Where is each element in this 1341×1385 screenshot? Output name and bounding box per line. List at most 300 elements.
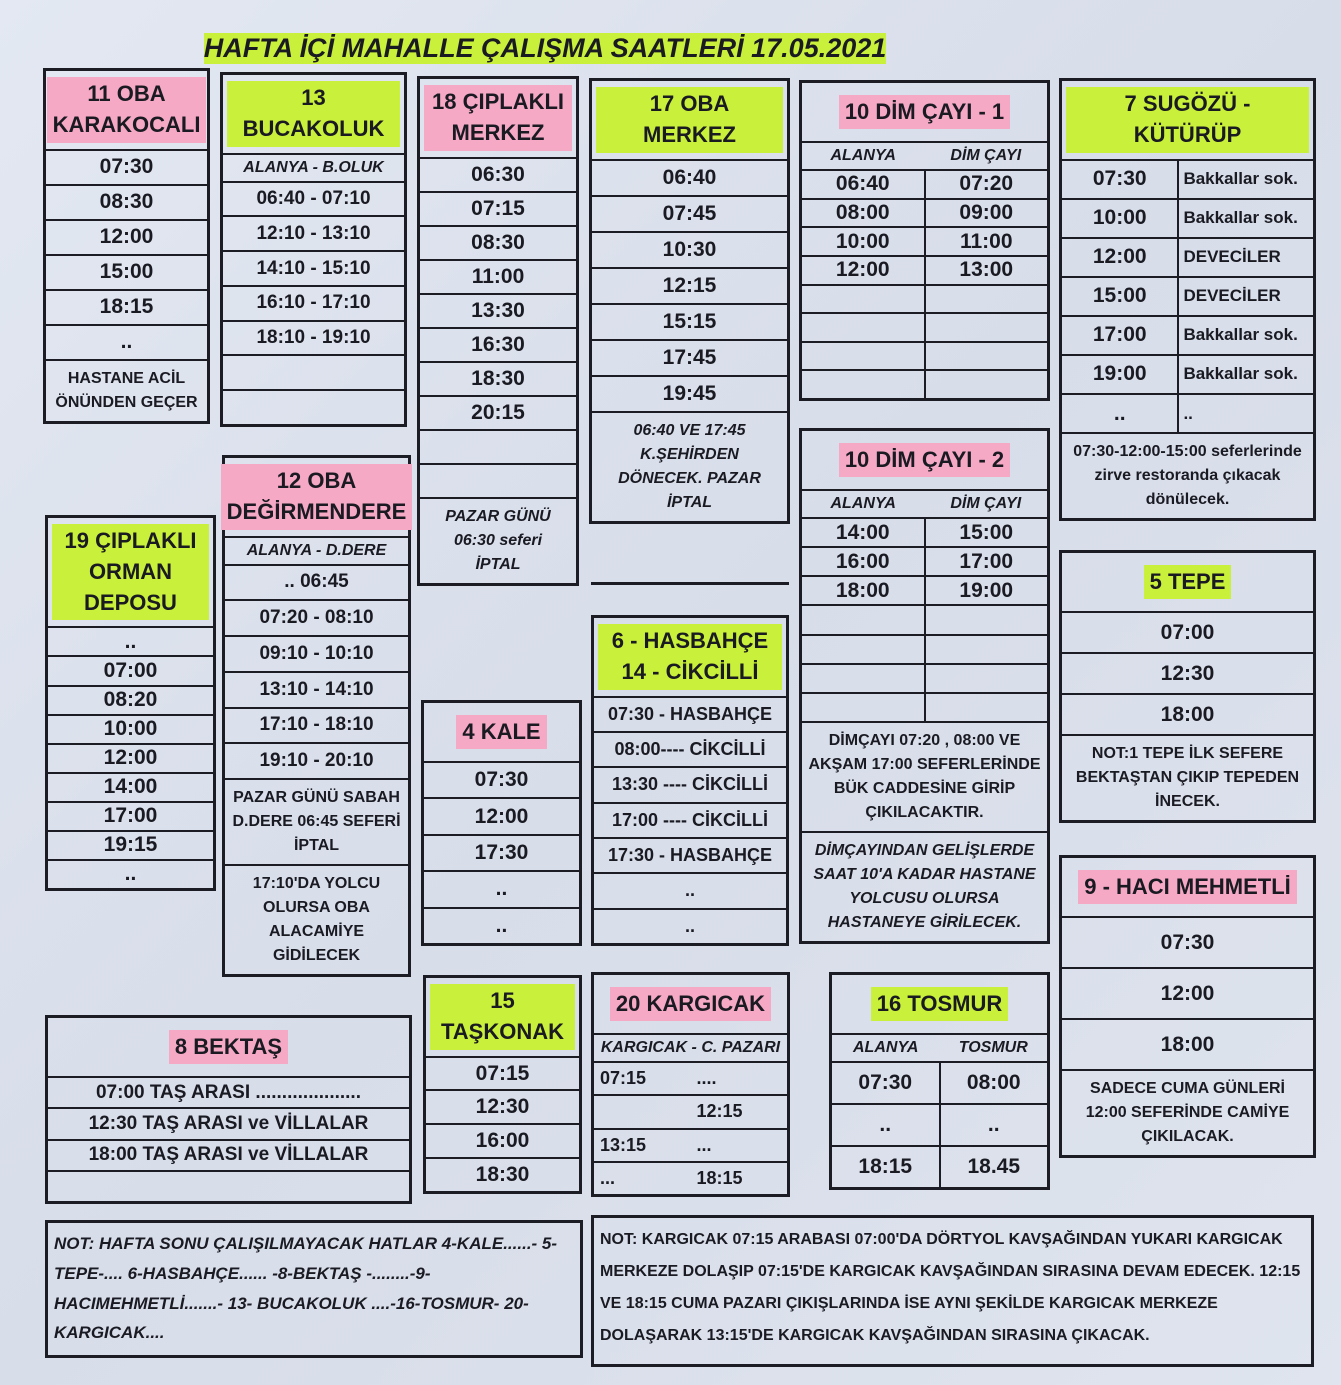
departure-cell: 17:30 — [474, 841, 529, 865]
column-header — [802, 143, 1047, 171]
table-row — [802, 577, 1047, 606]
departure-cell: 11:00 — [471, 264, 525, 288]
table-row — [802, 636, 1047, 665]
departure-cell: 10:00 — [835, 229, 890, 253]
departure-cell — [924, 371, 1048, 398]
table-row — [1062, 918, 1313, 969]
departure-cell: ... — [600, 1167, 616, 1188]
departure-rows — [48, 628, 213, 888]
table-row — [48, 1172, 409, 1201]
route-name: 9 - HACI MEHMETLİ — [1078, 870, 1297, 905]
table-row — [48, 716, 213, 745]
table-row — [48, 1109, 409, 1140]
departure-cell: 16:30 — [471, 332, 525, 356]
departure-cell: 08:30 — [471, 230, 525, 254]
departure-cell: 14:00 — [835, 520, 890, 544]
departure-cell: 18:00 — [1160, 702, 1215, 726]
route-title — [594, 975, 787, 1035]
route-note-line: 06:30 seferi — [453, 532, 543, 549]
departure-cell: 10:00 — [103, 717, 158, 741]
table-row — [802, 665, 1047, 694]
route-box-b13 — [220, 72, 407, 427]
table-row — [420, 397, 576, 431]
departure-cell: 20:15 — [471, 400, 525, 424]
route-box-b10b — [799, 428, 1050, 944]
table-row — [802, 257, 1047, 286]
route-note: HASTANE ACİL ÖNÜNDEN GEÇER — [46, 359, 207, 421]
departure-cell — [924, 606, 1048, 633]
table-row — [48, 803, 213, 832]
departure-cell: 07:30 — [858, 1071, 913, 1094]
departure-cell: .. — [495, 877, 508, 901]
route-note: NOT:1 TEPE İLK SEFERE BEKTAŞTAN ÇIKIP TEPEDEN İNECEK. — [1062, 734, 1313, 820]
route-box-b20 — [591, 972, 790, 1197]
table-row — [592, 161, 787, 197]
departure-cell: 12:00 — [1092, 245, 1147, 269]
table-row — [426, 1125, 579, 1159]
departure-rows — [426, 1058, 579, 1191]
table-row — [594, 733, 786, 768]
route-name: 19 ÇIPLAKLI ORMAN DEPOSU — [52, 524, 209, 620]
table-row — [802, 343, 1047, 372]
column-header-cell: ALANYA - D.DERE — [246, 541, 387, 559]
departure-cell: 07:30 — [1092, 167, 1147, 191]
departure-cell: 07:20 — [924, 171, 1048, 198]
departure-cell: 17:00 — [924, 548, 1048, 575]
departure-cell: 07:15 — [600, 1068, 647, 1089]
route-title — [426, 978, 579, 1058]
route-name: 10 DİM ÇAYI - 1 — [839, 95, 1010, 130]
route-name: 15 TAŞKONAK — [430, 984, 575, 1050]
departure-cell: Bakkallar sok. — [1177, 317, 1313, 354]
table-row — [802, 694, 1047, 721]
table-row — [802, 286, 1047, 315]
departure-cell: .. — [1177, 395, 1313, 432]
departure-cell: Bakkallar sok. — [1177, 356, 1313, 393]
table-row — [424, 909, 579, 943]
departure-cell: 12:00 — [99, 225, 154, 249]
departure-rows — [46, 151, 207, 359]
departure-cell: 12:30 — [1160, 661, 1215, 685]
departure-cell: ... — [696, 1134, 712, 1155]
departure-cell: .. — [684, 915, 695, 936]
route-title — [1062, 81, 1313, 161]
route-note-italic — [592, 411, 787, 521]
route-title — [225, 458, 408, 538]
departure-cell: 12:00 — [1160, 981, 1215, 1005]
departure-cell: .. — [124, 862, 137, 886]
route-name: 17 OBA MERKEZ — [596, 87, 783, 153]
departure-cell: 08:20 — [103, 688, 158, 712]
table-row — [420, 227, 576, 261]
departure-cell: 12:10 - 13:10 — [256, 222, 371, 244]
column-header — [594, 1035, 787, 1063]
table-row — [46, 221, 207, 256]
departure-cell: 10:00 — [1092, 206, 1147, 230]
table-row — [594, 698, 786, 733]
table-row — [594, 1096, 787, 1129]
table-row — [802, 314, 1047, 343]
departure-cell: 15:00 — [99, 260, 154, 284]
table-row — [225, 637, 408, 673]
departure-cell: 15:00 — [924, 519, 1048, 546]
departure-cell: 18:00 — [835, 578, 890, 602]
table-row — [592, 233, 787, 269]
route-note-line: PAZAR GÜNÜ — [445, 508, 551, 525]
departure-cell: 12:00 — [103, 746, 158, 770]
departure-cell: 18:15 — [99, 295, 154, 319]
table-row — [594, 910, 786, 943]
table-row — [1062, 317, 1313, 356]
departure-rows — [424, 763, 579, 943]
route-note-line: DİMÇAYINDAN GELİŞLERDE SAAT 10'A KADAR HASTANE YOLCUSU OLURSA HASTANEYE GİRİLECEK. — [813, 842, 1036, 931]
column-header-cell: DİM ÇAYI — [950, 495, 1022, 512]
departure-cell: 13:30 ---- CİKCİLLİ — [611, 774, 768, 795]
table-row — [594, 768, 786, 803]
departure-cell — [924, 694, 1048, 721]
route-name: 10 DİM ÇAYI - 2 — [839, 443, 1010, 478]
departure-rows — [225, 566, 408, 778]
table-row — [223, 322, 404, 357]
route-name: 6 - HASBAHÇE 14 - CİKCİLLİ — [598, 624, 782, 690]
route-title — [48, 1018, 409, 1078]
departure-cell: 17:00 — [1092, 323, 1147, 347]
table-row — [48, 861, 213, 888]
route-note: SADECE CUMA GÜNLERİ 12:00 SEFERİNDE CAMİYE ÇIKILACAK. — [1062, 1069, 1313, 1155]
departure-rows — [592, 161, 787, 411]
table-row — [832, 1105, 1047, 1147]
departure-cell: 07:15 — [471, 196, 525, 220]
departure-cell — [924, 636, 1048, 663]
departure-rows — [48, 1078, 409, 1201]
route-box-b6 — [591, 615, 789, 946]
departure-cell: 16:10 - 17:10 — [256, 292, 371, 314]
table-row — [420, 193, 576, 227]
route-name: 5 TEPE — [1144, 565, 1232, 600]
table-row — [48, 687, 213, 716]
route-box-b10a — [799, 80, 1050, 401]
departure-cell: 18:10 - 19:10 — [256, 327, 371, 349]
departure-cell: 18:00 TAŞ ARASI ve VİLLALAR — [88, 1144, 369, 1166]
table-row — [223, 391, 404, 424]
departure-cell: 19:45 — [662, 382, 717, 405]
departure-cell: 15:00 — [1092, 284, 1147, 308]
departure-cell: 07:20 - 08:10 — [259, 607, 374, 629]
route-box-b19 — [45, 515, 216, 891]
departure-cell: 12:30 — [475, 1095, 530, 1119]
column-header — [223, 155, 404, 183]
departure-rows — [802, 171, 1047, 398]
route-box-b18 — [417, 76, 579, 586]
table-row — [1062, 200, 1313, 239]
departure-cell: 07:30 — [99, 155, 154, 179]
route-title — [46, 71, 207, 151]
table-row — [46, 326, 207, 359]
route-note-italic — [802, 831, 1047, 941]
departure-cell: 15:15 — [662, 309, 717, 333]
table-row — [223, 183, 404, 218]
column-header-cell: ALANYA — [830, 495, 896, 512]
departure-cell: 07:00 — [1160, 620, 1215, 644]
departure-rows — [594, 1063, 787, 1194]
table-row — [223, 287, 404, 322]
departure-cell: .. — [879, 1113, 892, 1136]
table-row — [420, 465, 576, 497]
table-row — [225, 673, 408, 709]
table-row — [48, 832, 213, 861]
departure-cell: DEVECİLER — [1177, 278, 1313, 315]
departure-rows — [594, 698, 786, 943]
route-box-b16 — [829, 972, 1050, 1190]
table-row — [1062, 239, 1313, 278]
table-row — [424, 872, 579, 908]
route-box-b15 — [423, 975, 582, 1194]
table-row — [48, 657, 213, 686]
departure-cell: 18:30 — [471, 366, 525, 390]
table-row — [223, 217, 404, 252]
departure-cell: 07:30 — [474, 768, 529, 792]
table-row — [420, 329, 576, 363]
route-name: 18 ÇIPLAKLI MERKEZ — [424, 85, 572, 151]
table-row — [802, 548, 1047, 577]
table-row — [48, 1078, 409, 1109]
departure-cell: 16:00 — [835, 549, 890, 573]
departure-cell: .. — [1113, 401, 1126, 425]
departure-cell: .. — [124, 629, 137, 653]
departure-cell: 14:00 — [103, 775, 158, 799]
table-row — [48, 745, 213, 774]
departure-cell: 06:40 — [835, 172, 890, 196]
departure-cell: 12:30 TAŞ ARASI ve VİLLALAR — [88, 1112, 369, 1134]
table-row — [1062, 654, 1313, 695]
divider — [591, 582, 789, 585]
table-row — [46, 256, 207, 291]
route-box-b11 — [43, 68, 210, 424]
route-name: 13 BUCAKOLUK — [227, 81, 400, 147]
table-row — [802, 606, 1047, 635]
route-note-line: 06:40 VE 17:45 K.ŞEHİRDEN DÖNECEK. PAZAR İPTAL — [618, 422, 761, 511]
departure-cell: Bakkallar sok. — [1177, 200, 1313, 237]
departure-cell: 09:10 - 10:10 — [259, 642, 374, 664]
departure-cell: 07:30 — [1160, 930, 1215, 954]
table-row — [802, 371, 1047, 398]
table-row — [594, 1130, 787, 1163]
route-box-b8 — [45, 1015, 412, 1204]
table-row — [592, 341, 787, 377]
table-row — [426, 1058, 579, 1092]
table-row — [48, 628, 213, 657]
route-name: 20 KARGICAK — [610, 987, 771, 1022]
table-row — [420, 363, 576, 397]
departure-rows — [1062, 918, 1313, 1069]
table-row — [223, 252, 404, 287]
table-row — [1062, 1020, 1313, 1069]
table-row — [46, 186, 207, 221]
route-note: 17:10'DA YOLCU OLURSA OBA ALACAMİYE GİDİLECEK — [225, 864, 408, 974]
table-row — [1062, 613, 1313, 654]
table-row — [46, 291, 207, 326]
column-header-cell: KARGICAK - C. PAZARI — [600, 1039, 781, 1056]
table-row — [426, 1091, 579, 1125]
route-note: DİMÇAYI 07:20 , 08:00 VE AKŞAM 17:00 SEFERLERİNDE BÜK CADDESİNE GİRİP ÇIKILACAKTIR. — [802, 721, 1047, 831]
departure-cell: 18.45 — [939, 1147, 1048, 1187]
departure-rows — [802, 519, 1047, 721]
departure-rows — [1062, 161, 1313, 432]
departure-cell: 17:45 — [662, 345, 717, 369]
departure-cell: 19:00 — [924, 577, 1048, 604]
table-row — [592, 377, 787, 411]
departure-cell: 08:00 — [835, 200, 890, 224]
departure-cell: 08:00 — [939, 1063, 1048, 1103]
table-row — [1062, 695, 1313, 734]
departure-cell: .. — [120, 330, 133, 354]
route-title — [420, 79, 576, 159]
table-row — [225, 566, 408, 602]
route-title — [223, 75, 404, 155]
departure-cell: 06:40 - 07:10 — [256, 187, 371, 209]
departure-cell: 10:30 — [662, 237, 717, 261]
route-box-b4 — [421, 700, 582, 946]
table-row — [594, 874, 786, 909]
departure-cell: 19:10 - 20:10 — [259, 750, 374, 772]
table-row — [420, 159, 576, 193]
route-title — [802, 431, 1047, 491]
route-name: 8 BEKTAŞ — [169, 1030, 288, 1065]
kargicak-note: NOT: KARGICAK 07:15 ARABASI 07:00'DA DÖRTYOL KAVŞAĞINDAN YUKARI KARGICAK MERKEZE DOLAŞIP 07:15'DE KARGICAK KAVŞAĞINDAN SIRASINA DEVAM EDECEK. 12:15 VE 18:15 CUMA PAZARI ÇIKIŞLARINDA İSE AYNI ŞEKİLDE KARGICAK MERKEZE DOLAŞARAK 13:15'DE KARGICAK KAVŞAĞINDAN SIRASINA ÇIKACAK. — [591, 1215, 1314, 1367]
departure-cell: 12:15 — [696, 1101, 743, 1122]
route-title — [802, 83, 1047, 143]
weekend-note: NOT: HAFTA SONU ÇALIŞILMAYACAK HATLAR 4-KALE......- 5-TEPE-.... 6-HASBAHÇE...... -8-BEKTAŞ -........-9-HACIMEHMETLİ.......- 13- BUCAKOLUK ....-16-TOSMUR- 20-KARGICAK.... — [45, 1220, 583, 1358]
column-header-cell: TOSMUR — [958, 1039, 1028, 1056]
table-row — [1062, 356, 1313, 395]
route-box-b7 — [1059, 78, 1316, 521]
route-box-b9 — [1059, 855, 1316, 1158]
departure-cell — [924, 343, 1048, 370]
table-row — [48, 774, 213, 803]
departure-cell: 16:00 — [475, 1129, 530, 1153]
table-row — [1062, 395, 1313, 432]
route-box-b5 — [1059, 550, 1316, 823]
table-row — [225, 601, 408, 637]
departure-cell: .. — [939, 1105, 1048, 1145]
table-row — [420, 295, 576, 329]
departure-cell: DEVECİLER — [1177, 239, 1313, 276]
route-box-b17 — [589, 78, 790, 524]
page-title — [170, 28, 920, 68]
departure-cell: .. — [684, 880, 695, 901]
departure-cell: 08:00---- CİKCİLLİ — [614, 739, 766, 760]
departure-cell: 17:10 - 18:10 — [259, 714, 374, 736]
departure-cell: 07:45 — [662, 201, 717, 225]
column-header — [832, 1035, 1047, 1063]
page-title-text: HAFTA İÇİ MAHALLE ÇALIŞMA SAATLERİ 17.05.2021 — [203, 32, 887, 63]
column-header-cell: ALANYA — [853, 1039, 919, 1056]
route-title — [1062, 553, 1313, 613]
route-title — [1062, 858, 1313, 918]
table-row — [592, 269, 787, 305]
table-row — [592, 197, 787, 233]
column-header — [802, 491, 1047, 519]
table-row — [225, 744, 408, 778]
departure-cell: 11:00 — [924, 228, 1048, 255]
departure-cell: 07:30 - HASBAHÇE — [607, 703, 773, 724]
departure-rows — [832, 1063, 1047, 1187]
departure-cell: Bakkallar sok. — [1177, 161, 1313, 198]
departure-cell: 14:10 - 15:10 — [256, 257, 371, 279]
route-note: PAZAR GÜNÜ SABAH D.DERE 06:45 SEFERİ İPTAL — [225, 778, 408, 864]
departure-rows — [420, 159, 576, 497]
departure-cell: 13:30 — [471, 298, 525, 322]
table-row — [594, 1163, 787, 1194]
departure-rows — [1062, 613, 1313, 734]
departure-cell: 13:15 — [600, 1134, 647, 1155]
departure-cell: 13:10 - 14:10 — [259, 678, 374, 700]
table-row — [832, 1147, 1047, 1187]
route-title — [424, 703, 579, 763]
departure-cell: 07:15 — [475, 1061, 530, 1085]
departure-cell: 12:15 — [662, 273, 717, 297]
table-row — [420, 431, 576, 465]
table-row — [802, 200, 1047, 229]
departure-cell — [924, 665, 1048, 692]
table-row — [424, 799, 579, 835]
column-header-cell: ALANYA — [830, 147, 896, 164]
table-row — [594, 1063, 787, 1096]
table-row — [223, 356, 404, 391]
departure-cell: 12:00 — [474, 804, 529, 828]
departure-cell: 06:30 — [471, 162, 525, 186]
departure-cell: .. — [495, 913, 508, 937]
table-row — [420, 261, 576, 295]
table-row — [1062, 161, 1313, 200]
departure-cell: 06:40 — [662, 165, 717, 189]
departure-cell: 17:00 ---- CİKCİLLİ — [611, 809, 768, 830]
column-header-cell: DİM ÇAYI — [950, 147, 1022, 164]
route-note-line: İPTAL — [475, 556, 521, 573]
departure-cell: .. 06:45 — [284, 571, 349, 593]
table-row — [802, 228, 1047, 257]
table-row — [424, 836, 579, 872]
table-row — [832, 1063, 1047, 1105]
departure-cell — [924, 314, 1048, 341]
route-title — [594, 618, 786, 698]
departure-cell: 17:00 — [103, 804, 158, 828]
departure-cell: 13:00 — [924, 257, 1048, 284]
route-note-italic — [420, 497, 576, 583]
departure-cell: 17:30 - HASBAHÇE — [607, 845, 773, 866]
table-row — [1062, 969, 1313, 1020]
departure-cell: 19:15 — [103, 833, 158, 857]
route-name: 16 TOSMUR — [871, 987, 1009, 1022]
departure-cell: 08:30 — [99, 190, 154, 214]
route-title — [48, 518, 213, 628]
route-name: 11 OBA KARAKOCALI — [47, 77, 207, 143]
departure-rows — [223, 183, 404, 424]
route-name: 7 SUGÖZÜ - KÜTÜRÜP — [1066, 87, 1309, 153]
departure-cell: 19:00 — [1092, 362, 1147, 386]
route-name: 12 OBA DEĞİRMENDERE — [221, 464, 413, 530]
column-header — [225, 538, 408, 566]
departure-cell: 07:00 — [103, 658, 158, 682]
table-row — [594, 839, 786, 874]
departure-cell: 18:00 — [1160, 1032, 1215, 1056]
table-row — [1062, 278, 1313, 317]
departure-cell: 07:00 TAŞ ARASI .................... — [95, 1081, 361, 1103]
departure-cell — [924, 286, 1048, 313]
table-row — [594, 804, 786, 839]
route-box-b12 — [222, 455, 411, 977]
table-row — [426, 1159, 579, 1191]
